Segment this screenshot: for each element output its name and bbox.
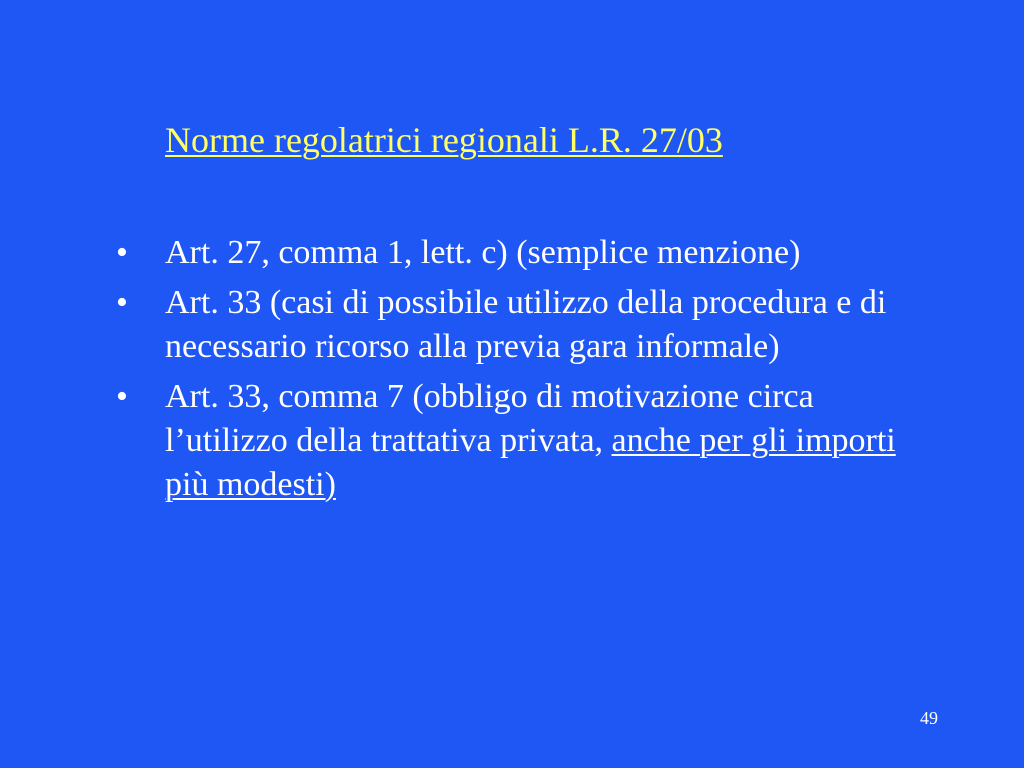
slide-title: Norme regolatrici regionali L.R. 27/03: [165, 120, 723, 160]
bullet-text: Art. 27, comma 1, lett. c) (semplice menzione): [165, 234, 801, 271]
bullet-item: [116, 231, 936, 275]
bullet-underlined-text: anche per gli importi più modesti): [165, 422, 896, 503]
bullet-icon: •: [116, 284, 128, 321]
page-number: 49: [920, 708, 938, 728]
bullet-icon: •: [116, 234, 128, 271]
bullet-item: [116, 375, 936, 507]
bullet-text: Art. 33, comma 7 (obbligo di motivazione circa l’utilizzo della trattativa privata,: [165, 378, 814, 459]
bullet-item: [116, 281, 936, 369]
bullet-icon: •: [116, 378, 128, 415]
bullet-text: Art. 33 (casi di possibile utilizzo della procedura e di necessario ricorso alla previa gara informale): [165, 284, 887, 365]
bullet-list: [116, 231, 936, 513]
